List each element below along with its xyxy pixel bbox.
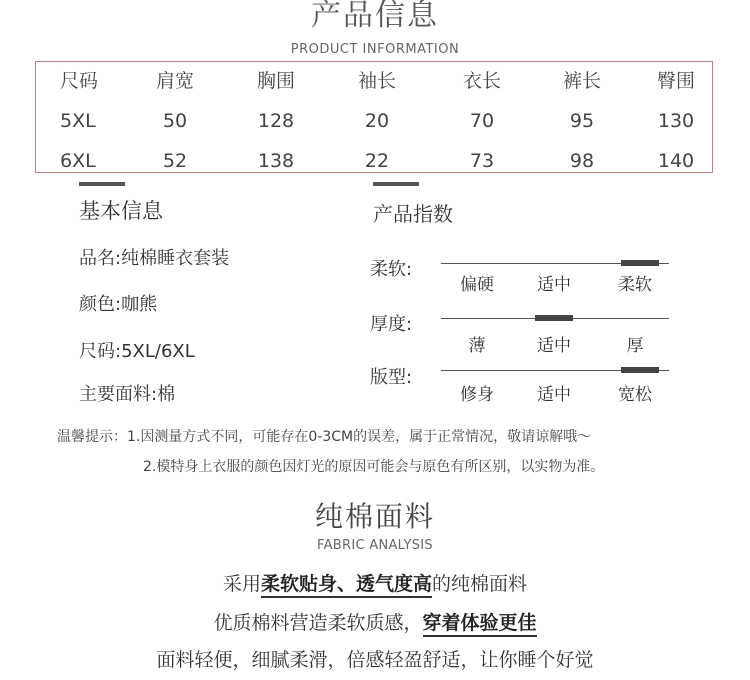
table-cell: 50 <box>162 110 188 132</box>
size-table <box>35 61 713 173</box>
table-row <box>36 106 712 136</box>
info-item-size: 尺码:5XL/6XL <box>79 341 195 362</box>
table-header-cell: 肩宽 <box>155 70 194 92</box>
table-header-cell: 尺码 <box>60 70 99 92</box>
softness-option: 偏硬 <box>460 275 494 295</box>
softness-option: 适中 <box>537 275 571 295</box>
fit-marker <box>621 367 659 373</box>
thickness-option: 适中 <box>537 336 571 356</box>
table-header-cell: 袖长 <box>357 70 396 92</box>
fit-option: 宽松 <box>618 385 652 405</box>
table-header-cell: 胸围 <box>256 70 295 92</box>
table-row <box>36 146 712 176</box>
table-header-cell: 裤长 <box>562 70 601 92</box>
product-index-title: 产品指数 <box>373 202 453 226</box>
info-item-fabric: 主要面料:棉 <box>79 384 176 405</box>
table-cell: 73 <box>469 150 495 172</box>
thickness-label: 厚度: <box>370 314 413 335</box>
table-cell: 6XL <box>60 150 96 172</box>
table-cell: 138 <box>257 150 295 172</box>
thickness-marker <box>535 315 573 321</box>
softness-option: 柔软 <box>618 275 652 295</box>
fabric-line-1-pre: 采用 <box>222 573 261 595</box>
thickness-option: 厚 <box>626 336 644 356</box>
fabric-subtitle: FABRIC ANALYSIS <box>317 538 433 553</box>
fabric-line-3: 面料轻便，细腻柔滑，倍感轻盈舒适，让你睡个好觉 <box>156 649 594 671</box>
fit-option: 适中 <box>537 385 571 405</box>
table-cell: 70 <box>469 110 495 132</box>
table-cell: 98 <box>569 150 595 172</box>
fabric-line-1-post: 的纯棉面料 <box>432 573 528 595</box>
table-cell: 52 <box>162 150 188 172</box>
table-cell: 5XL <box>60 110 96 132</box>
softness-label: 柔软: <box>370 259 413 280</box>
product-info-subtitle: PRODUCT INFORMATION <box>290 42 460 57</box>
thickness-option: 薄 <box>468 336 486 356</box>
table-header-cell: 臀围 <box>656 70 695 92</box>
fabric-line-2-pre: 优质棉料营造柔软质感， <box>213 612 423 634</box>
table-cell: 95 <box>569 110 595 132</box>
table-cell: 130 <box>657 110 695 132</box>
table-cell: 22 <box>364 150 390 172</box>
note-line-1: 温馨提示：1.因测量方式不同，可能存在0-3CM的误差，属于正常情况，敬请谅解哦～ <box>57 429 592 445</box>
fit-option: 修身 <box>460 385 494 405</box>
basic-info-title: 基本信息 <box>79 199 163 223</box>
table-header-row <box>36 66 712 96</box>
fabric-title: 纯棉面料 <box>314 500 435 533</box>
info-item-name: 品名:纯棉睡衣套装 <box>79 248 230 269</box>
fit-label: 版型: <box>370 367 413 388</box>
fabric-line-2 <box>0 608 750 635</box>
softness-marker <box>621 260 659 266</box>
info-item-color: 颜色:咖熊 <box>79 294 158 315</box>
basic-info-tick <box>79 182 125 186</box>
note-line-2: 2.模特身上衣服的颜色因灯光的原因可能会与原色有所区别，以实物为准。 <box>143 459 605 475</box>
fabric-line-1 <box>0 569 750 596</box>
table-cell: 20 <box>364 110 390 132</box>
product-info-title: 产品信息 <box>311 0 439 33</box>
fabric-line-1-highlight: 柔软贴身、透气度高 <box>261 573 432 598</box>
fabric-line-2-highlight: 穿着体验更佳 <box>423 612 537 637</box>
table-cell: 140 <box>657 150 695 172</box>
table-cell: 128 <box>257 110 295 132</box>
product-index-tick <box>373 182 419 186</box>
table-header-cell: 衣长 <box>462 70 501 92</box>
